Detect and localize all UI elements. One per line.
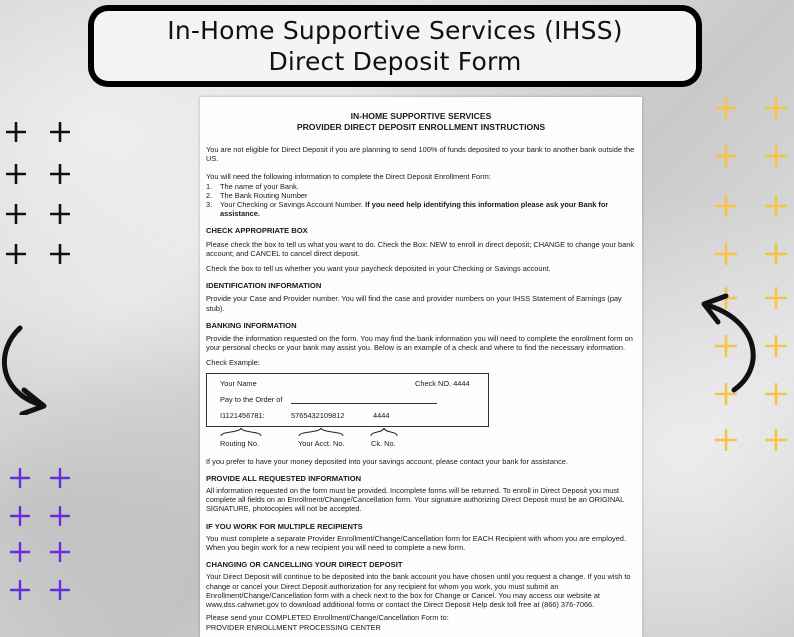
plus-icon [715,429,737,451]
check-box-p2: Check the box to tell us whether you want your paycheck deposited in your Checking or Savings account. [206,264,551,274]
need-intro: You will need the following information to complete the Direct Deposit Enrollment Form: [206,172,491,182]
banner-title-line2: Direct Deposit Form [268,47,522,76]
plus-icon [765,97,787,119]
check-box-p1: Please check the box to tell us what you want to do. Check the Box: NEW to enroll in direct deposit; CHANGE to change your bank account; and CANCEL to cancel direct deposit. [206,239,635,258]
plus-icon [10,506,30,526]
heading-multiple: IF YOU WORK FOR MULTIPLE RECIPIENTS [206,521,363,531]
document-page [200,97,642,637]
plus-icon [50,122,70,142]
label-account: Your Acct. No. [298,438,345,448]
plus-icon [715,145,737,167]
plus-icon [715,243,737,265]
plus-icon [50,164,70,184]
plus-icon [50,468,70,488]
intro-paragraph: You are not eligible for Direct Deposit if you are planning to send 100% of funds deposited to your bank to another bank outside the US. [206,145,635,164]
plus-icon [765,429,787,451]
curved-arrow-left-icon [0,320,60,415]
plus-icon [10,468,30,488]
check-name: Your Name [220,378,257,388]
title-banner-inner [94,11,696,81]
changing-p1: Your Direct Deposit will continue to be deposited into the bank account you have chosen until you request a change. If you wish to change or cancel your Direct Deposit authorization for any recipient for whom you work, you must submit an Enrollment/Change/Cancellation form with a check next to the box for Change or Cancel. You may access our website at www.dss.cahwnet.gov to download additional forms or contact the Direct Deposit Help desk toll free at (866) 376-7066. [206,572,631,610]
check-number: 4444 [373,410,390,420]
banner-title-line1: In-Home Supportive Services (IHSS) [167,16,623,45]
check-example [206,373,489,427]
document-title-line1: IN-HOME SUPPORTIVE SERVICES [350,111,492,121]
heading-changing: CHANGING OR CANCELLING YOUR DIRECT DEPOSIT [206,560,403,570]
list-item: 1. The name of your Bank. [206,181,299,191]
changing-p3: PROVIDER ENROLLMENT PROCESSING CENTER [206,622,381,632]
plus-icon [50,542,70,562]
plus-icon [6,204,26,224]
list-item: 2. The Bank Routing Number [206,190,308,200]
banking-p2: If you prefer to have your money deposited into your savings account, please contact your bank for assistance. [206,456,568,466]
heading-check-box: CHECK APPROPRIATE BOX [206,226,308,236]
brace-icon [220,427,262,437]
check-routing: I1121456781: [220,410,265,420]
plus-icon [6,164,26,184]
plus-icon [6,122,26,142]
label-check: Ck. No. [371,438,396,448]
curved-arrow-right-icon [696,292,761,397]
plus-icon [6,244,26,264]
plus-icon [765,145,787,167]
changing-p2: Please send your COMPLETED Enrollment/Change/Cancellation Form to: [206,613,449,623]
title-banner [88,5,702,87]
check-example-label: Check Example: [206,358,260,368]
plus-icon [10,542,30,562]
plus-icon [715,97,737,119]
provide-all-p1: All information requested on the form must be provided. Incomplete forms will be returned. To enroll in Direct Deposit you must complete all fields on an Enrollment/Change/Cancellation form. Your signature authorizing Direct Deposit must be an ORIGINAL SIGNATURE, photocopies will not be accepted. [206,486,624,514]
heading-banking: BANKING INFORMATION [206,320,297,330]
list-item: 3. Your Checking or Savings Account Number. If you need help identifying this information please ask your Bank for assistance. [206,200,609,219]
document-title-line2: PROVIDER DIRECT DEPOSIT ENROLLMENT INSTRUCTIONS [296,122,546,132]
multiple-p1: You must complete a separate Provider Enrollment/Change/Cancellation form for EACH Recipient with whom you are employed. When you begin work for a new recipient you will need to complete a new form. [206,533,626,553]
check-pay-to: Pay to the Order of [220,394,283,404]
plus-icon [765,287,787,309]
heading-provide-all: PROVIDE ALL REQUESTED INFORMATION [206,473,362,483]
check-labels-row [206,427,506,449]
label-routing: Routing No. [220,438,260,448]
plus-icon [765,383,787,405]
check-payee-line [291,403,437,404]
identification-p1: Provide your Case and Provider number. You will find the case and provider numbers on your IHSS Statement of Earnings (pay stub). [206,294,622,313]
plus-icon [50,580,70,600]
plus-icon [50,506,70,526]
check-account: 5765432109812 [291,410,345,420]
banking-p1: Provide the information requested on the form. You may find the bank information you will need to complete the enrollment form on your personal checks or your bank may assist you. Below is an example of a check and where to find the necessary information. [206,334,633,353]
check-number-label: Check NO. 4444 [415,378,470,388]
need-list [206,182,636,219]
heading-identification: IDENTIFICATION INFORMATION [206,281,322,291]
brace-icon [370,427,398,437]
plus-icon [10,580,30,600]
plus-icon [765,335,787,357]
plus-icon [50,244,70,264]
brace-icon [298,427,344,437]
plus-icon [765,243,787,265]
plus-icon [765,195,787,217]
plus-icon [715,195,737,217]
plus-icon [50,204,70,224]
